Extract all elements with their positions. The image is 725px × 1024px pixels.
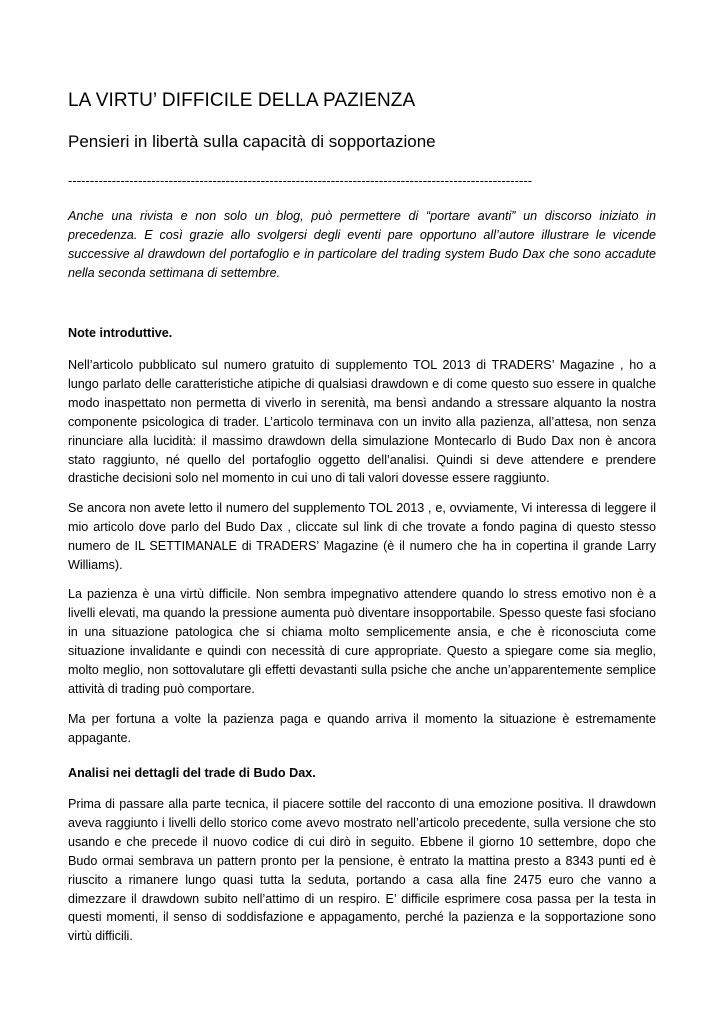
paragraph-1: Nell’articolo pubblicato sul numero gratuito di supplemento TOL 2013 di TRADERS’ Magazine , ho a lungo parlato delle caratteristiche atipiche di qualsiasi drawdown e di come questo suo essere in qualche modo inaspettato non permetta di viverlo in serenità, ma bensì andando a stressare alquanto la nostra componente psicologica di trader. L’articolo terminava con un invito alla pazienza, all’attesa, non senza rinunciare alla lucidità: il massimo drawdown della simulazione Montecarlo di Budo Dax non è ancora stato raggiunto, né quello del portafoglio oggetto dell’analisi. Quindi si deve attendere e prendere drastiche decisioni solo nel momento in cui uno di tali valori dovesse essere raggiunto.	[68, 358, 656, 486]
intro-paragraph: Anche una rivista e non solo un blog, può permettere di “portare avanti” un discorso iniziato in precedenza. E così grazie allo svolgersi degli eventi pare opportuno all’autore illustrare le vicende successive al drawdown del portafoglio e in particolare del trading system Budo Dax che sono accadute nella seconda settimana di settembre.	[68, 209, 656, 280]
document-subtitle: Pensieri in libertà sulla capacità di sopportazione	[68, 132, 436, 151]
paragraph-2: Se ancora non avete letto il numero del supplemento TOL 2013 , e, ovviamente, Vi interessa di leggere il mio articolo dove parlo del Budo Dax , cliccate sul link di che trovate a fondo pagina di questo stesso numero de IL SETTIMANALE di TRADERS’ Magazine (è il numero che ha in copertina il grande Larry Williams).	[68, 501, 656, 572]
section-heading-analisi: Analisi nei dettagli del trade di Budo Dax.	[68, 766, 316, 780]
document-title: LA VIRTU’ DIFFICILE DELLA PAZIENZA	[68, 90, 416, 111]
paragraph-4: Ma per fortuna a volte la pazienza paga e quando arriva il momento la situazione è estremamente appagante.	[68, 712, 656, 745]
paragraph-3: La pazienza è una virtù difficile. Non sembra impegnativo attendere quando lo stress emotivo non è a livelli elevati, ma quando la pressione aumenta può diventare insopportabile. Spesso queste fasi sfociano in una situazione patologica che si chiama molto semplicemente ansia, e che è riconosciuta come situazione invalidante e quindi con necessità di cure appropriate. Questo a spiegare come sia meglio, molto meglio, non sottovalutare gli effetti devastanti sulla psiche che anche un’apparentemente semplice attività di trading può comportare.	[68, 587, 656, 696]
section-heading-note-introduttive: Note introduttive.	[68, 326, 173, 340]
paragraph-5: Prima di passare alla parte tecnica, il piacere sottile del racconto di una emozione positiva. Il drawdown aveva raggiunto i livelli dello storico come avevo mostrato nell’articolo precedente, sulla versione che sto usando e che precede il nuovo codice di cui dirò in seguito. Ebbene il giorno 10 settembre, dopo che Budo ormai sembrava un pattern pronto per la pensione, è entrato la mattina presto a 8343 punti ed è riuscito a rimanere lungo quasi tutta la seduta, portando a casa alla fine 2475 euro che vanno a dimezzare il drawdown subito nell’attimo di un respiro. E’ difficile esprimere cosa passa per la testa in questi momenti, il senso di soddisfazione e appagamento, perché la pazienza e la sopportazione sono virtù difficili.	[68, 797, 656, 944]
dashed-divider: ----------------------------------------------------------------------------------------------------------	[68, 173, 533, 188]
